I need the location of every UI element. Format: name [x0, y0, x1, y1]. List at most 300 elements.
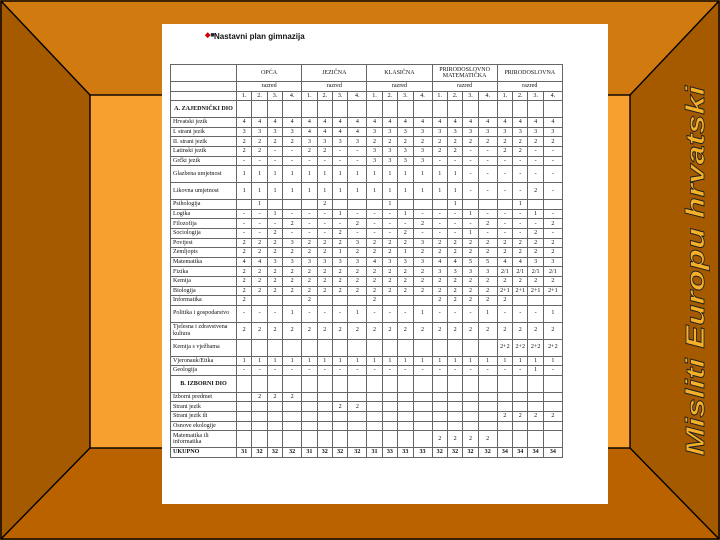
hours-cell: 3	[413, 127, 432, 137]
grade-header: 1.	[497, 91, 512, 101]
hours-cell: 3	[432, 127, 447, 137]
hours-cell: -	[302, 219, 317, 229]
hours-cell: -	[367, 305, 382, 322]
hours-cell: 2	[237, 146, 252, 156]
hours-cell: 2	[413, 137, 432, 147]
curriculum-table	[170, 64, 563, 458]
empty-cell	[382, 375, 397, 392]
hours-cell: -	[432, 228, 447, 238]
hours-cell: 2	[317, 322, 332, 339]
hours-cell: 2	[302, 146, 317, 156]
hours-cell: 2	[543, 412, 562, 422]
hours-cell: -	[267, 146, 282, 156]
hours-cell: 4	[348, 127, 367, 137]
hours-cell: 4	[432, 257, 447, 267]
hours-cell	[463, 421, 478, 431]
subject-name: Zemljopis	[171, 248, 237, 258]
hours-cell	[543, 200, 562, 210]
hours-cell: 4	[367, 257, 382, 267]
hours-cell: 1	[302, 356, 317, 366]
hours-cell: 3	[267, 127, 282, 137]
hours-cell	[283, 200, 302, 210]
hours-cell: 1	[447, 183, 462, 200]
hours-cell: 2	[348, 248, 367, 258]
grade-header: 3.	[528, 91, 543, 101]
corner-cell	[171, 91, 237, 101]
total-cell: 32	[463, 448, 478, 458]
empty-cell	[267, 101, 282, 118]
grade-header: 1.	[237, 91, 252, 101]
hours-cell	[332, 431, 347, 448]
hours-cell: -	[513, 209, 528, 219]
hours-cell	[543, 421, 562, 431]
corner-cell	[171, 65, 237, 82]
hours-cell	[398, 392, 413, 402]
hours-cell	[332, 421, 347, 431]
hours-cell: 1	[267, 166, 282, 183]
hours-cell: 3	[382, 127, 397, 137]
hours-cell	[413, 296, 432, 306]
hours-cell: -	[283, 146, 302, 156]
hours-cell: 2	[283, 248, 302, 258]
hours-cell: 1	[348, 305, 367, 322]
hours-cell: 2	[267, 286, 282, 296]
hours-cell: -	[543, 183, 562, 200]
razred-label: razred	[432, 82, 497, 92]
hours-cell: -	[317, 305, 332, 322]
side-title	[664, 78, 720, 458]
hours-cell: 3	[382, 156, 397, 166]
table-row	[171, 276, 563, 286]
empty-cell	[463, 375, 478, 392]
hours-cell: 2+2	[497, 339, 512, 356]
hours-cell: 2	[432, 286, 447, 296]
hours-cell	[543, 392, 562, 402]
hours-cell: 2	[432, 296, 447, 306]
empty-cell	[367, 375, 382, 392]
empty-cell	[447, 101, 462, 118]
group-header: OPĆA	[237, 65, 302, 82]
table-row	[171, 257, 563, 267]
total-row	[171, 448, 563, 458]
hours-cell: 3	[382, 257, 397, 267]
hours-cell	[497, 392, 512, 402]
hours-cell	[528, 296, 543, 306]
subject-name: Sociologija	[171, 228, 237, 238]
total-cell: 34	[528, 448, 543, 458]
hours-cell	[267, 200, 282, 210]
hours-cell: 3	[398, 127, 413, 137]
hours-cell: 1	[543, 356, 562, 366]
hours-cell	[237, 392, 252, 402]
hours-cell: 1	[302, 166, 317, 183]
hours-cell: 1	[332, 248, 347, 258]
hours-cell: -	[543, 366, 562, 376]
hours-cell: -	[382, 305, 397, 322]
hours-cell: 2	[463, 286, 478, 296]
hours-cell: 3	[283, 127, 302, 137]
hours-cell: 2/1	[513, 267, 528, 277]
hours-cell	[367, 339, 382, 356]
hours-cell: -	[348, 156, 367, 166]
hours-cell: -	[513, 183, 528, 200]
hours-cell: 3	[317, 257, 332, 267]
hours-cell: 1	[513, 356, 528, 366]
hours-cell: -	[348, 209, 367, 219]
empty-cell	[237, 375, 252, 392]
hours-cell: -	[332, 305, 347, 322]
empty-cell	[367, 101, 382, 118]
hours-cell: 2	[447, 296, 462, 306]
hours-cell: 2	[463, 137, 478, 147]
empty-cell	[398, 101, 413, 118]
hours-cell: 2	[252, 146, 267, 156]
empty-cell	[302, 101, 317, 118]
total-cell: 31	[367, 448, 382, 458]
hours-cell: 1	[382, 166, 397, 183]
hours-cell	[317, 402, 332, 412]
hours-cell: -	[398, 219, 413, 229]
hours-cell: 2	[497, 137, 512, 147]
hours-cell: -	[252, 156, 267, 166]
hours-cell: -	[513, 366, 528, 376]
hours-cell: -	[478, 366, 497, 376]
hours-cell: -	[237, 228, 252, 238]
empty-cell	[543, 375, 562, 392]
table-row	[171, 166, 563, 183]
hours-cell: 2+2	[528, 339, 543, 356]
hours-cell: 2	[478, 219, 497, 229]
grade-header: 4.	[543, 91, 562, 101]
hours-cell: 2	[413, 286, 432, 296]
hours-cell: -	[283, 209, 302, 219]
hours-cell: -	[432, 219, 447, 229]
grade-header: 3.	[332, 91, 347, 101]
empty-cell	[543, 101, 562, 118]
hours-cell: -	[413, 366, 432, 376]
hours-cell: -	[447, 305, 462, 322]
grade-header: 2.	[317, 91, 332, 101]
subject-name: II. strani jezik	[171, 137, 237, 147]
hours-cell	[332, 296, 347, 306]
hours-cell: 2+1	[497, 286, 512, 296]
subject-name: Izborni predmet	[171, 392, 237, 402]
hours-cell: 2	[237, 137, 252, 147]
hours-cell	[513, 402, 528, 412]
hours-cell: 2	[367, 267, 382, 277]
hours-cell: 2	[332, 228, 347, 238]
hours-cell: 3	[528, 257, 543, 267]
hours-cell	[302, 421, 317, 431]
hours-cell: -	[463, 166, 478, 183]
grade-header: 4.	[413, 91, 432, 101]
hours-cell	[267, 421, 282, 431]
header-grades-row	[171, 91, 563, 101]
hours-cell: 2	[283, 276, 302, 286]
hours-cell: -	[237, 366, 252, 376]
hours-cell: 3	[283, 257, 302, 267]
hours-cell: 4	[237, 118, 252, 128]
subject-name: Matematika ili informatika	[171, 431, 237, 448]
subject-name: Psihologija	[171, 200, 237, 210]
hours-cell: 2	[478, 322, 497, 339]
hours-cell: 3	[283, 238, 302, 248]
subject-name: Geologija	[171, 366, 237, 376]
empty-cell	[283, 375, 302, 392]
hours-cell: -	[302, 209, 317, 219]
hours-cell: -	[513, 166, 528, 183]
hours-cell	[513, 296, 528, 306]
hours-cell: 2	[252, 248, 267, 258]
hours-cell: 1	[317, 183, 332, 200]
hours-cell: 1	[332, 356, 347, 366]
hours-cell: 3	[497, 127, 512, 137]
subject-name: Hrvatski jezik	[171, 118, 237, 128]
hours-cell: 3	[367, 146, 382, 156]
table-row	[171, 146, 563, 156]
hours-cell: 2	[237, 296, 252, 306]
razred-label: razred	[367, 82, 432, 92]
hours-cell: 2	[237, 286, 252, 296]
hours-cell	[382, 402, 397, 412]
hours-cell: 1	[447, 356, 462, 366]
subject-name: I. strani jezik	[171, 127, 237, 137]
hours-cell	[348, 296, 367, 306]
hours-cell: -	[463, 156, 478, 166]
hours-cell: -	[267, 156, 282, 166]
hours-cell	[528, 200, 543, 210]
subject-name: Logika	[171, 209, 237, 219]
hours-cell	[267, 402, 282, 412]
hours-cell: -	[332, 366, 347, 376]
hours-cell: 3	[447, 267, 462, 277]
hours-cell: -	[237, 209, 252, 219]
hours-cell: 2	[463, 276, 478, 286]
hours-cell: 4	[382, 118, 397, 128]
hours-cell: 1	[367, 166, 382, 183]
hours-cell: 1	[413, 166, 432, 183]
subject-name: Strani jezik	[171, 402, 237, 412]
hours-cell: -	[447, 209, 462, 219]
subject-name: Povijest	[171, 238, 237, 248]
hours-cell: 2	[317, 248, 332, 258]
group-header: PRIRODOSLOVNA	[497, 65, 562, 82]
hours-cell: 2	[267, 137, 282, 147]
hours-cell: 2+1	[543, 286, 562, 296]
hours-cell: -	[267, 219, 282, 229]
hours-cell: 1	[252, 200, 267, 210]
hours-cell	[382, 339, 397, 356]
hours-cell	[283, 339, 302, 356]
hours-cell: 2	[543, 219, 562, 229]
hours-cell: -	[497, 166, 512, 183]
hours-cell: 4	[302, 127, 317, 137]
hours-cell	[432, 412, 447, 422]
hours-cell: 1	[283, 183, 302, 200]
hours-cell	[252, 296, 267, 306]
hours-cell	[348, 392, 367, 402]
hours-cell: -	[447, 366, 462, 376]
hours-cell	[398, 402, 413, 412]
hours-cell: 2	[432, 276, 447, 286]
empty-cell	[317, 101, 332, 118]
hours-cell: -	[348, 146, 367, 156]
subject-name: Glazbena umjetnost	[171, 166, 237, 183]
hours-cell: 2	[398, 286, 413, 296]
empty-cell	[332, 101, 347, 118]
hours-cell: -	[252, 228, 267, 238]
hours-cell: 1	[317, 166, 332, 183]
hours-cell: 3	[317, 137, 332, 147]
hours-cell: 1	[348, 183, 367, 200]
table-row	[171, 431, 563, 448]
hours-cell	[382, 296, 397, 306]
hours-cell	[283, 296, 302, 306]
hours-cell: 2	[543, 322, 562, 339]
hours-cell: -	[543, 209, 562, 219]
hours-cell: 2	[478, 286, 497, 296]
hours-cell: -	[478, 228, 497, 238]
hours-cell: -	[252, 219, 267, 229]
hours-cell: 2	[398, 238, 413, 248]
hours-cell: -	[463, 183, 478, 200]
empty-cell	[317, 375, 332, 392]
total-cell: 32	[348, 448, 367, 458]
hours-cell: 2	[367, 248, 382, 258]
hours-cell	[478, 200, 497, 210]
hours-cell: -	[252, 305, 267, 322]
empty-cell	[513, 375, 528, 392]
hours-cell: 4	[543, 118, 562, 128]
hours-cell	[382, 421, 397, 431]
hours-cell	[398, 412, 413, 422]
hours-cell: 2	[543, 248, 562, 258]
subject-name: Politika i gospodarstvo	[171, 305, 237, 322]
hours-cell: 2	[252, 276, 267, 286]
hours-cell: 2	[283, 322, 302, 339]
hours-cell: 3	[432, 267, 447, 277]
hours-cell: 1	[252, 166, 267, 183]
hours-cell	[317, 431, 332, 448]
hours-cell: 1	[283, 305, 302, 322]
hours-cell	[237, 200, 252, 210]
hours-cell	[367, 421, 382, 431]
grade-header: 3.	[463, 91, 478, 101]
hours-cell: -	[317, 209, 332, 219]
hours-cell: -	[367, 219, 382, 229]
grade-header: 1.	[432, 91, 447, 101]
hours-cell: 2	[432, 146, 447, 156]
hours-cell: -	[382, 209, 397, 219]
hours-cell: 1	[447, 200, 462, 210]
total-cell: 32	[478, 448, 497, 458]
hours-cell: 4	[478, 118, 497, 128]
hours-cell: 2	[447, 137, 462, 147]
hours-cell: 1	[302, 183, 317, 200]
hours-cell: 2	[367, 322, 382, 339]
hours-cell: -	[528, 219, 543, 229]
hours-cell: -	[302, 228, 317, 238]
hours-cell: 2	[302, 276, 317, 286]
hours-cell: 4	[317, 127, 332, 137]
hours-cell: -	[543, 156, 562, 166]
hours-cell	[382, 392, 397, 402]
hours-cell	[332, 412, 347, 422]
hours-cell: 2	[252, 392, 267, 402]
hours-cell: 2	[267, 228, 282, 238]
hours-cell: 2	[398, 322, 413, 339]
hours-cell: 3	[382, 146, 397, 156]
hours-cell: 2	[283, 392, 302, 402]
total-cell: 32	[432, 448, 447, 458]
hours-cell: 2	[367, 137, 382, 147]
hours-cell	[463, 412, 478, 422]
hours-cell: 2	[478, 276, 497, 286]
hours-cell	[513, 421, 528, 431]
hours-cell	[283, 412, 302, 422]
total-label: UKUPNO	[171, 448, 237, 458]
hours-cell	[332, 200, 347, 210]
hours-cell: 3	[398, 257, 413, 267]
hours-cell: 1	[398, 356, 413, 366]
hours-cell: 2+2	[513, 339, 528, 356]
hours-cell: -	[398, 305, 413, 322]
hours-cell: 2	[382, 322, 397, 339]
hours-cell: 2	[398, 276, 413, 286]
hours-cell: 1	[283, 166, 302, 183]
hours-cell: 2	[252, 267, 267, 277]
hours-cell	[302, 402, 317, 412]
section-row	[171, 375, 563, 392]
subject-name: Likovna umjetnost	[171, 183, 237, 200]
hours-cell	[528, 402, 543, 412]
hours-cell: 1	[332, 166, 347, 183]
hours-cell: 2	[432, 238, 447, 248]
table-row	[171, 156, 563, 166]
table-row	[171, 248, 563, 258]
total-cell: 31	[237, 448, 252, 458]
table-row	[171, 322, 563, 339]
hours-cell: -	[478, 146, 497, 156]
hours-cell: -	[528, 305, 543, 322]
subject-name: Kemija s vježbama	[171, 339, 237, 356]
hours-cell: -	[317, 366, 332, 376]
hours-cell: 2	[267, 276, 282, 286]
hours-cell: 1	[463, 209, 478, 219]
empty-cell	[528, 375, 543, 392]
hours-cell: 4	[252, 257, 267, 267]
hours-cell: 2	[447, 286, 462, 296]
hours-cell: 2	[432, 137, 447, 147]
hours-cell: 2	[497, 412, 512, 422]
hours-cell: 3	[367, 156, 382, 166]
hours-cell	[332, 339, 347, 356]
empty-cell	[528, 101, 543, 118]
hours-cell: -	[348, 366, 367, 376]
hours-cell: 2	[267, 392, 282, 402]
hours-cell: -	[543, 166, 562, 183]
hours-cell: -	[497, 305, 512, 322]
hours-cell: -	[478, 166, 497, 183]
hours-cell: 2	[478, 238, 497, 248]
hours-cell: 5	[478, 257, 497, 267]
grade-header: 1.	[367, 91, 382, 101]
hours-cell	[513, 431, 528, 448]
empty-cell	[348, 375, 367, 392]
hours-cell: 2	[348, 267, 367, 277]
hours-cell	[497, 421, 512, 431]
hours-cell: -	[413, 209, 432, 219]
